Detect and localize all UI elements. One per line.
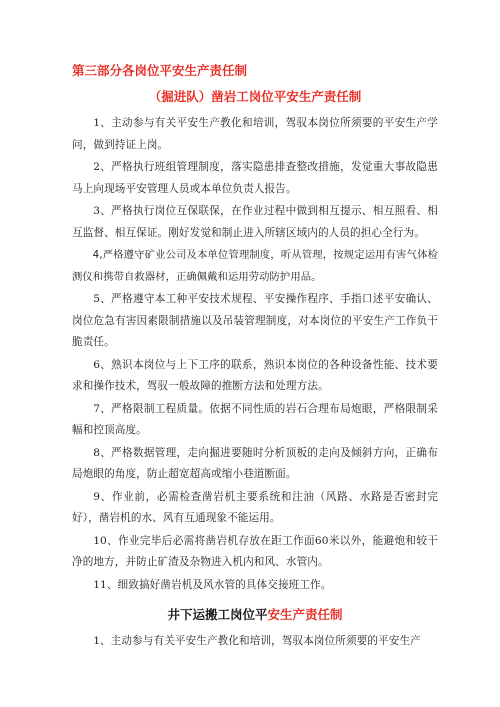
section-body-hauler [72,631,438,653]
paragraph-hauler-1: 1、主动参与有关平安生产教化和培训，驾驭本岗位所须要的平安生产 [93,635,421,647]
paragraph-6: 6、熟识本岗位与上下工序的联系，熟识本岗位的各种设备性能、技术要求和操作技术，驾驭一般故障的推断方法和处理方法。 [72,358,438,392]
part-title: 第三部分各岗位平安生产责任制 [72,63,248,78]
paragraph-2: 2、严格执行班组管理制度，落实隐患排查整改措施，发觉重大事故隐患马上向现场平安管理人员或本单位负责人报告。 [72,161,438,195]
paragraph-7: 7、严格限制工程质量。依据不同性质的岩石合理布局炮眼，严格限制采幅和控顶高度。 [72,402,438,436]
paragraph-11: 11、细致搞好凿岩机及风水管的具体交接班工作。 [93,578,332,591]
paragraph-4: 4,严格遵守矿业公司及本单位管理制度，听从管理，按规定运用有害气体检测仪和携带自救器材，正确佩戴和运用劳动防护用品。 [72,249,438,283]
section-title-hauler [72,606,438,624]
section-title-hauler-black: 井下运搬工岗位平 [167,607,268,622]
paragraph-8: 8、严格数据管理，走向掘进要随时分析顶板的走向及倾斜方向，正确布局炮眼的角度，防止超宽超高或缩小巷道断面。 [72,446,438,480]
paragraph-3: 3、严格执行岗位互保联保，在作业过程中做到相互提示、相互照看、相互监督、相互保证。刚好发觉和制止进入所辖区域内的人员的担心全行为。 [72,205,438,239]
paragraph-9: 9、作业前，必需检查凿岩机主要系统和注油（风路、水路是否密封完好），凿岩机的水、风有互通现象不能运用。 [72,490,438,524]
paragraph-5: 5、严格遵守本工种平安技术规程、平安操作程序、手指口述平安确认、岗位危急有害因素限制措施以及吊装管理制度，对本岗位的平安生产工作负干脆责任。 [72,293,438,348]
paragraph-1: 1、主动参与有关平安生产教化和培训，驾驭本岗位所须要的平安生产学问，做到持证上岗。 [72,117,438,151]
paragraph-10: 10、作业完毕后必需将凿岩机存放在距工作面60米以外，能避炮和较干净的地方，并防止矿渣及杂物进入机内和风、水管内。 [72,534,438,568]
section-body-driller [72,113,438,596]
section-title-driller: （掘进队）凿岩工岗位平安生产责任制 [148,89,362,104]
section-title-hauler-red: 安生产责任制 [267,607,343,622]
